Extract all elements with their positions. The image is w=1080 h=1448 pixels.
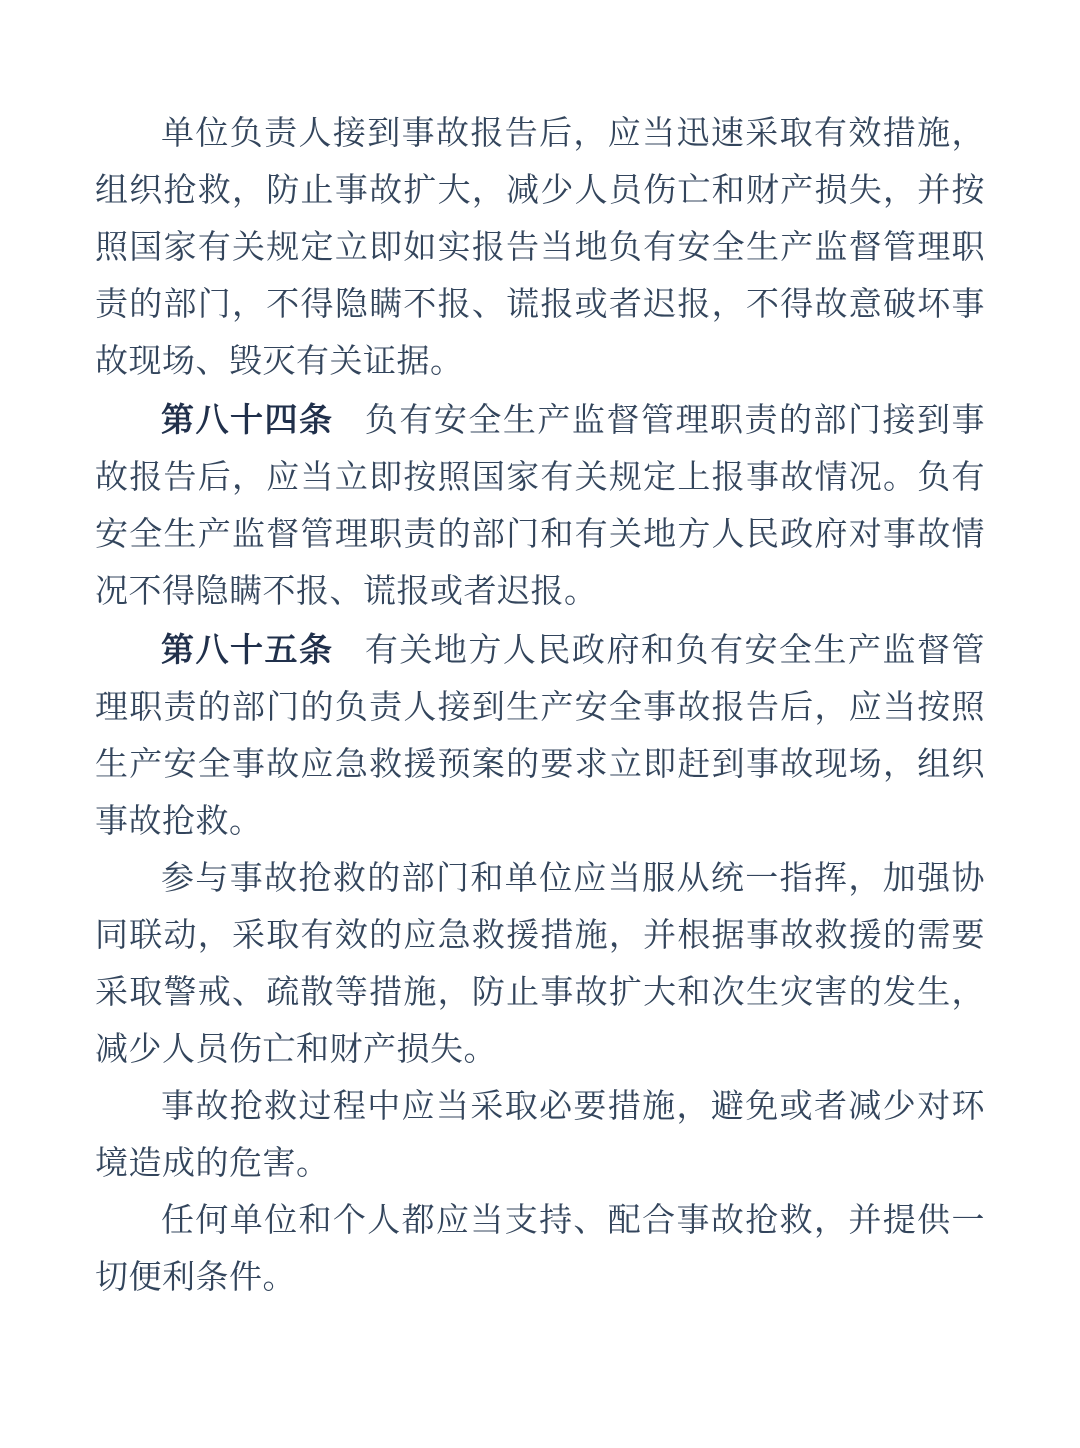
paragraph bbox=[95, 851, 985, 1079]
article-number: 第八十五条 bbox=[161, 631, 334, 668]
paragraph bbox=[95, 1193, 985, 1307]
paragraph-text: 单位负责人接到事故报告后，应当迅速采取有效措施，组织抢救，防止事故扩大，减少人员伤亡和财产损失，并按照国家有关规定立即如实报告当地负有安全生产监督管理职责的部门，不得隐瞒不报、谎报或者迟报，不得故意破坏事故现场、毁灭有关证据。 bbox=[95, 116, 985, 380]
paragraph bbox=[95, 106, 985, 391]
paragraph-text: 事故抢救过程中应当采取必要措施，避免或者减少对环境造成的危害。 bbox=[95, 1089, 985, 1182]
paragraph-text: 任何单位和个人都应当支持、配合事故抢救，并提供一切便利条件。 bbox=[95, 1203, 985, 1296]
article-number: 第八十四条 bbox=[161, 401, 334, 438]
paragraph bbox=[95, 1079, 985, 1193]
paragraph-text: 参与事故抢救的部门和单位应当服从统一指挥，加强协同联动，采取有效的应急救援措施，并根据事故救援的需要采取警戒、疏散等措施，防止事故扩大和次生灾害的发生，减少人员伤亡和财产损失。 bbox=[95, 861, 985, 1068]
paragraph-text: 有关地方人民政府和负有安全生产监督管理职责的部门的负责人接到生产安全事故报告后，应当按照生产安全事故应急救援预案的要求立即赶到事故现场，组织事故抢救。 bbox=[95, 633, 986, 840]
paragraph-article-85 bbox=[95, 621, 985, 851]
document-body bbox=[95, 0, 985, 1307]
paragraph-article-84 bbox=[95, 391, 985, 621]
paragraph-text: 负有安全生产监督管理职责的部门接到事故报告后，应当立即按照国家有关规定上报事故情况。负有安全生产监督管理职责的部门和有关地方人民政府对事故情况不得隐瞒不报、谎报或者迟报。 bbox=[95, 403, 986, 610]
